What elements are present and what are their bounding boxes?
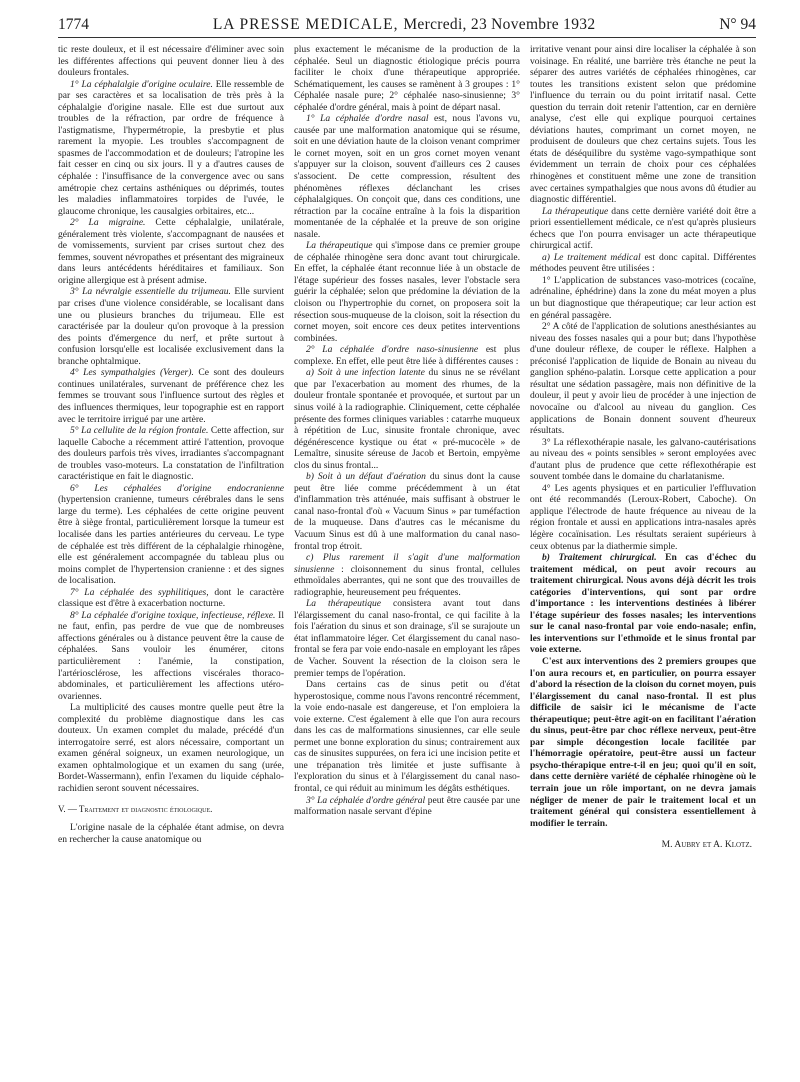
paragraph <box>530 206 756 252</box>
paragraph: 2° A côté de l'application de solutions anesthésiantes au niveau des fosses nasales qui a pour but; dans l'hypothèse d'une douleur réflexe, de couper le réflexe. Halphen a préconisé l'application de liquide de Bonain au niveau du ganglion sphéno-palatin. Lorsque cette application a pour résultat une sédation passagère, mais non définitive de la douleur, il peut y avoir lieu de procéder à une injection de novocaïne ou d'alcool au niveau du ganglion. Ces applications de Bonain donnent souvent d'heureux résultats. <box>530 321 756 437</box>
paragraph <box>530 552 756 656</box>
item-text: dont le caractère classique est d'être à exacerbation nocturne. <box>58 586 284 610</box>
item-text: (hypertension cranienne, tumeurs cérébrales dans le sens large du terme). Les céphalées de cette origine peuvent être à siège frontal, particulièrement lorsque la tumeur est localisée dans les parties antérieures du cerveau. Le type de céphalée est très différent de la céphalalgie rhinogène, elle est généralement accompagnée du tableau plus ou moins complet de l'hypertension cranienne : et des signes de localisation. <box>58 494 284 587</box>
item-text: Elle ressemble de par ses caractères et sa localisation de très près à la céphalalgie d'origine nasale. Elle est due surtout aux troubles de la réfraction, par ordre de fréquence à l'astigmatisme, l'hypermétropie, la presbytie et plus rarement la myopie. Les troubles s'accompagnent de spasmes de l'accommodation et de douleurs; l'atropine les fait cesser en cinq ou six jours. Il y a d'autres causes de céphalée : l'insuffisance de la convergence avec ou sans amétropie chez certains asthéniques ou déprimés, toutes les maladies inflammatoires torpides de l'uvée, le glaucome chronique, les causalgies orbitaires, etc... <box>58 78 284 217</box>
item-text: Il ne faut, enfin, pas perdre de vue que de nombreuses affections générales ou à distance peuvent être la cause de céphalées. Sans vouloir les énumérer, citons particulièrement : l'anémie, la constipation, l'artériosclérose, les affections viscérales thoraco-abdominales, et particulièrement les affections utéro-ovariennes. <box>58 609 284 702</box>
paragraph <box>294 367 520 471</box>
paragraph <box>58 286 284 367</box>
item-label: 2° La céphalée d'ordre naso-sinusienne <box>306 344 479 356</box>
paragraph <box>294 113 520 240</box>
paragraph: 1° L'application de substances vaso-motrices (cocaïne, adrénaline, éphédrine) dans la zone du méat moyen a plus un but diagnostique que thérapeutique; car leur action est en général passagère. <box>530 274 756 321</box>
paragraph <box>530 252 756 275</box>
item-label: 3° La céphalée d'ordre général <box>306 794 426 806</box>
paragraph: irritative venant pour ainsi dire localiser la céphalée à son voisinage. En réalité, une barrière très étanche ne peut la séparer des autres variétés de céphalées rhinogènes, car toutes les transitions existent selon que prédomine l'influence du terrain ou du point irritatif nasal. Cette question du terrain doit retenir l'attention, car en dernière analyse, c'est elle qui explique pourquoi certaines déviations hautes, comprimant un cornet moyen, ne produisent de douleurs que chez certains sujets. Tous les états de déséquilibre du système vago-sympathique sont évidemment un terrain de choix pour ces céphalées rhinogènes et constituent même une zone de transition avec certaines sympathalgies que nous avons dû étudier au diagnostic différentiel. <box>530 44 756 206</box>
paragraph <box>294 344 520 367</box>
item-text: est, nous l'avons vu, causée par une malformation anatomique qui se résume, soit en une déviation haute de la cloison venant comprimer le cornet moyen, soit en un gros cornet moyen venant s'appuyer sur la cloison, souvent d'ailleurs ces 2 causes s'associent. De cette compression, résultent des phénomènes réflexes déclanchant les crises céphalalgiques. On conçoit que, dans ces conditions, une rétraction par la cocaïne entraîne à la fois la disparition momentanée de la céphalée et la preuve de son origine nasale. <box>294 113 520 240</box>
item-text: Elle survient par crises d'une violence considérable, se localisant dans une ou plusieurs branches du trijumeau. Elle est caractérisée par la douleur qu'on provoque à la pression des points d'émergence du nerf, et prête surtout à confusion lorsqu'elle est localisée exclusivement dans la branche ophtalmique. <box>58 286 284 367</box>
item-text: est plus complexe. En effet, elle peut être liée à différentes causes : <box>294 344 520 367</box>
item-text: En cas d'échec du traitement médical, on peut avoir recours au traitement chirurgical. Nous avons déjà décrit les trois catégories d'interventions, qui sont par ordre d'importance : les interventions destinées à libérer l'étage supérieur des fosses nasales; les interventions sur le canal naso-frontal par voie endo-nasale; enfin, les interventions sur l'ethmoïde et le sinus frontal par voie externe. <box>530 552 756 656</box>
item-label: 7° La céphalée des syphilitiques, <box>70 586 209 598</box>
paragraph <box>58 367 284 425</box>
paragraph <box>58 587 284 610</box>
paragraph <box>58 483 284 587</box>
item-label: 5° La cellulite de la région frontale. <box>70 425 209 437</box>
paragraph: 4° Les agents physiques et en particulier l'effluvation ont été recommandés (Leroux-Robert, Caboche). On applique l'électrode de haute fréquence au niveau de la région frontale et aussi en applications intra-nasales après légère cocaïnisation. Les résultats seraient supérieurs à ceux obtenus par la diathermie simple. <box>530 482 756 552</box>
item-label: 4° Les sympathalgies (Verger). <box>70 367 194 379</box>
item-label: 6° Les céphalées d'origine endocranienne <box>70 482 284 494</box>
item-label: 8° La céphalée d'origine toxique, infectieuse, réflexe. <box>70 609 276 621</box>
paragraph <box>294 471 520 552</box>
page-number: 1774 <box>58 16 89 33</box>
paragraph <box>58 217 284 286</box>
item-label: a) Soit à une infection latente <box>306 367 425 379</box>
item-label: La thérapeutique <box>542 205 609 217</box>
paragraph <box>58 610 284 702</box>
author-signature: M. Aubry et A. Klotz. <box>661 839 752 851</box>
item-text: Cette affection, sur laquelle Caboche a récemment attiré l'attention, provoque des douleurs parfois très vives, irradiantes s'accompagnant de troubles vaso-moteurs. La constatation de l'infiltration caractéristique en fait le diagnostic. <box>58 425 284 483</box>
header-rule <box>58 37 756 38</box>
item-label: 1° La céphalée d'ordre nasal <box>306 113 429 125</box>
item-text: peut être causée par une malformation nasale servant d'épine <box>294 794 520 818</box>
column-3 <box>530 44 756 1076</box>
item-label: b) Traitement chirurgical. <box>542 552 657 564</box>
paragraph <box>58 79 284 218</box>
paragraph: Dans certains cas de sinus petit ou d'état hyperostosique, comme nous l'avons rencontré récemment, la voie endo-nasale est dangereuse, et l'on emploiera la voie externe. C'est également à elle que l'on aura recours dans les cas de malformations sinusiennes, car elle seule permet une bonne exploration du sinus; contrairement aux cas de sinusites suppurées, on fera ici une incision petite et une trépanation très limitée et juste suffisante à l'exploration du sinus et à l'élargissement du canal naso-frontal, ce qui réduit au minimum les dégâts esthétiques. <box>294 679 520 794</box>
article-body <box>58 44 756 1076</box>
item-label: c) Plus rarement il s'agit d'une malformation sinusienne <box>294 552 520 575</box>
item-label: a) Le traitement médical <box>542 251 641 263</box>
journal-title-line <box>213 16 596 34</box>
journal-title: LA PRESSE MEDICALE, <box>212 16 399 33</box>
paragraph: La multiplicité des causes montre quelle peut être la complexité du problème diagnostique dans les cas douteux. Un examen complet du malade, précédé d'un interrogatoire serré, est alors nécessaire, comportant un examen général soigneux, un examen neurologique, un examen ophtalmologique et un examen du sang (urée, Bordet-Wassermann), enfin l'examen du liquide céphalo-rachidien seront souvent nécessaires. <box>58 702 284 794</box>
paragraph <box>294 795 520 818</box>
item-text: est donc capital. Différentes méthodes peuvent être utilisées : <box>530 251 756 275</box>
item-text: Ce sont des douleurs continues unilatérales, survenant de préférence chez les femmes se trouvant sous l'influence surtout des règles et des influences thermiques, leur topographie est en rapport avec le territoire irrigué par une artère. <box>58 367 284 425</box>
item-text: consistera avant tout dans l'élargissement du canal naso-frontal, ce qui facilite à la fois l'aération du sinus et son drainage, s'il se surajoute un état inflammatoire léger. Cet élargissement du canal naso-frontal se fera par voie endo-nasale en employant les râpes de Vacher. Souvent la résection de la cloison sera le premier temps de l'opération. <box>294 598 520 679</box>
section-heading: V. — Traitement et diagnostic étiologique. <box>58 803 213 814</box>
issue-number: N° 94 <box>719 16 756 33</box>
item-label: b) Soit à un défaut d'aération <box>306 471 426 483</box>
paragraph <box>294 240 520 344</box>
item-label: 1° La céphalalgie d'origine oculaire. <box>70 78 213 90</box>
item-text: : cloisonnement du sinus frontal, cellules ethmoïdales aberrantes, qui ne sont que des trouvailles de radiographie, heureusement peu fréquentes. <box>294 563 520 598</box>
paragraph <box>294 552 520 598</box>
paragraph: plus exactement le mécanisme de la production de la céphalée. Seul un diagnostic étiologique précis pourra faciliter le choix d'une thérapeutique appropriée. Schématiquement, les causes se ramènent à 3 groupes : 1° Céphalée nasale pure; 2° céphalée naso-sinusienne; 3° céphalée d'ordre général, mais à point de départ nasal. <box>294 44 520 113</box>
column-2 <box>294 44 520 1076</box>
item-label: La thérapeutique <box>306 598 382 610</box>
paragraph: 3° La réflexothérapie nasale, les galvano-cautérisations au niveau des « points sensibles » seront employées avec d'autant plus de prudence que cette réflexothérapie est souvent tombée dans le domaine du charlatanisme. <box>530 436 756 483</box>
item-text: Cette céphalalgie, unilatérale, généralement très violente, s'accompagnant de nausées et de vomissements, survient par crises surtout chez des femmes, souvent névropathes et présentant des migraineux dans leurs antécédents héréditaires et familiaux. Son origine allergique est à présent admise. <box>58 217 284 286</box>
paragraph: C'est aux interventions des 2 premiers groupes que l'on aura recours et, en particulier, on pourra essayer d'abord la résection de la cloison du cornet moyen, puis l'élargissement du canal naso-frontal. Il est plus difficile de saisir ici le mécanisme de l'acte thérapeutique; peut-être agit-on en facilitant l'aération du sinus, peut-être par choc réflexe nerveux, peut-être par simple décongestion locale facilitée par l'hémorragie opératoire, peut-être aussi un facteur psycho-thérapique entre-t-il en jeu; quoi qu'il en soit, dans cette dernière variété de céphalée rhinogène où le terrain joue un rôle important, on ne devra jamais négliger de mener de pair le traitement local et un traitement général qui consistera essentiellement à modifier le terrain. <box>530 655 756 829</box>
item-text: qui s'impose dans ce premier groupe de céphalée rhinogène sera donc avant tout chirurgicale. En effet, la céphalée étant reconnue liée à un obstacle de l'étage supérieur des fosses nasales, lever l'obstacle sera guérir la céphalée; selon que prédomine la déviation de la cloison ou l'hypertrophie du cornet, on proposera soit la résection sous-muqueuse de la cloison, soit la résection du cornet moyen, soit encore ces deux petites interventions combinées. <box>294 240 520 344</box>
paragraph <box>294 598 520 679</box>
item-label: 2° La migraine. <box>70 217 146 229</box>
column-1 <box>58 44 284 1076</box>
paragraph: L'origine nasale de la céphalée étant admise, on devra en rechercher la cause anatomique ou <box>58 822 284 845</box>
paragraph <box>58 425 284 483</box>
item-label: 3° La névralgie essentielle du trijumeau. <box>70 286 231 298</box>
item-label: La thérapeutique <box>306 240 373 252</box>
item-text: du sinus ne se révélant que par l'exacerbation au moment des rhumes, de la douleur frontale spontanée et provoquée, et surtout par un sinus voilé à la radiographie. Cliniquement, cette céphalée présente des formes cliniques variables : catarrhe muqueux à répétition de Luc, sinusite frontale chronique, avec dégénérescence kystique ou état « pré-mucocèle » de Lemaître, sinusite séreuse de Jacob et Bertoin, empyème clos du sinus frontal... <box>294 367 520 471</box>
issue-date: Mercredi, 23 Novembre 1932 <box>403 16 596 33</box>
paragraph: tic reste douleux, et il est nécessaire d'éliminer avec soin les différentes affections qui peuvent donner lieu à des douleurs frontales. <box>58 44 284 79</box>
item-text: dans cette dernière variété doit être a priori essentiellement médicale, ce n'est qu'après plusieurs échecs que l'on pourra envisager un acte thérapeutique chirurgical actif. <box>530 205 756 252</box>
item-text: du sinus dont la cause peut être liée comme précédemment à un état d'inflammation très atténuée, mais suffisant à obstruer le canal naso-frontal d'où « Vacuum Sinus » par tuméfaction de la muqueuse. Dans d'autres cas le mécanisme du Vacuum Sinus est dû à une malformation du canal naso-frontal trop étroit. <box>294 471 520 552</box>
